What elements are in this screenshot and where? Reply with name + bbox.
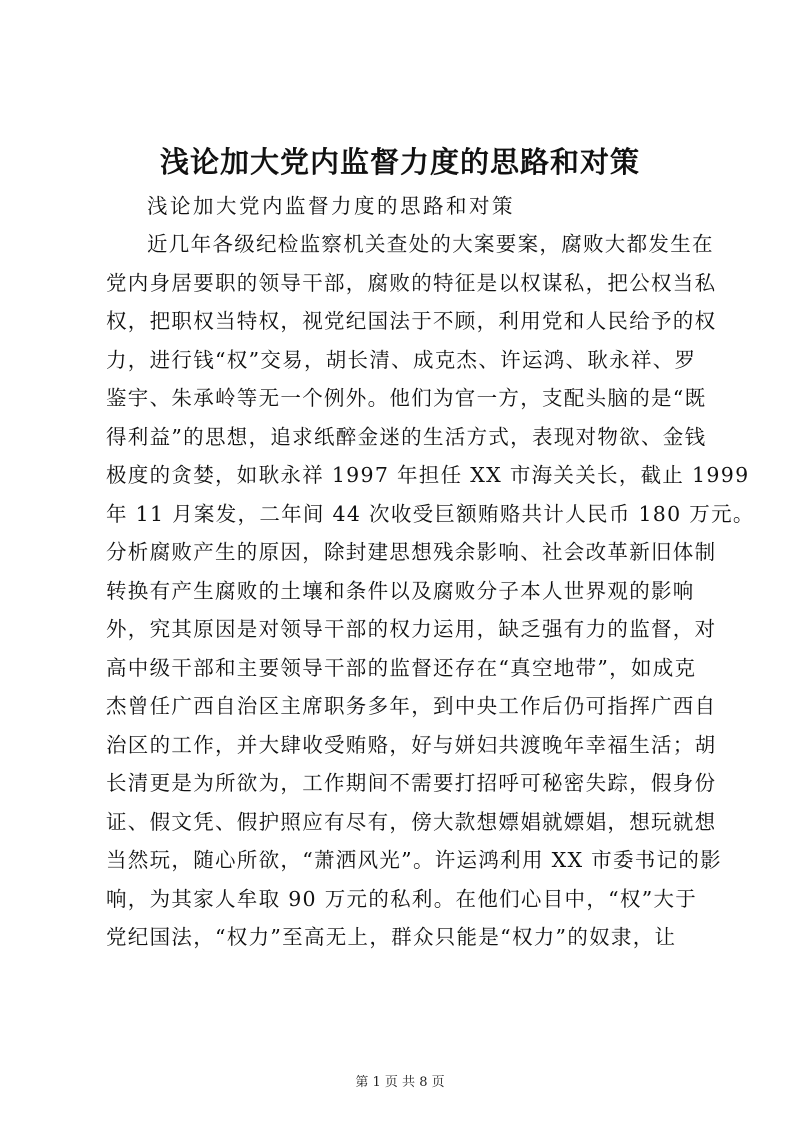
- body-line: 力，进行钱“权”交易，胡长清、成克杰、许运鸿、耿永祥、罗: [106, 347, 697, 372]
- body-line: 党纪国法，“权力”至高无上，群众只能是“权力”的奴隶，让: [106, 925, 677, 949]
- body-line: 分析腐败产生的原因，除封建思想残余影响、社会改革新旧体制: [106, 540, 717, 564]
- body-line: 高中级干部和主要领导干部的监督还存在“真空地带”，如成克: [106, 655, 697, 680]
- body-line: 权，把职权当特权，视党纪国法于不顾，利用党和人民给予的权: [106, 309, 717, 333]
- body-line: 近几年各级纪检监察机关查处的大案要案，腐败大都发生在: [147, 232, 714, 256]
- body-line: 长清更是为所欲为，工作期间不需要打招呼可秘密失踪，假身份: [106, 771, 717, 795]
- body-line: 鉴宇、朱承岭等无一个例外。他们为官一方，支配头脑的是“既: [106, 386, 707, 410]
- body-line: 杰曾任广西自治区主席职务多年，到中央工作后仍可指挥广西自: [106, 694, 717, 718]
- body-paragraph: [106, 225, 755, 957]
- body-line: 党内身居要职的领导干部，腐败的特征是以权谋私，把公权当私: [106, 270, 717, 295]
- body-line: 证、假文凭、假护照应有尽有，傍大款想嫖娼就嫖娼，想玩就想: [106, 809, 717, 834]
- body-line: 响，为其家人牟取 90 万元的私利。在他们心目中，“权”大于: [106, 886, 698, 911]
- body-line: 外，究其原因是对领导干部的权力运用，缺乏强有力的监督，对: [106, 617, 717, 641]
- body-line: 转换有产生腐败的土壤和条件以及腐败分子本人世界观的影响: [106, 578, 695, 603]
- body-line: 年 11 月案发，二年间 44 次收受巨额贿赂共计人民币 180 万元。: [106, 501, 755, 526]
- page-footer: 第 1 页 共 8 页: [355, 1075, 445, 1090]
- body-line: 当然玩，随心所欲，“萧洒风光”。许运鸿利用 XX 市委书记的影: [106, 848, 722, 872]
- body-line: 极度的贪婪，如耿永祥 1997 年担任 XX 市海关关长，截止 1999: [106, 463, 750, 487]
- body-line: 得利益”的思想，追求纸醉金迷的生活方式，表现对物欲、金钱: [106, 424, 707, 449]
- document-title: 浅论加大党内监督力度的思路和对策: [159, 145, 640, 179]
- document-subtitle: 浅论加大党内监督力度的思路和对策: [147, 194, 515, 218]
- body-line: 治区的工作，并大肆收受贿赂，好与姘妇共渡晚年幸福生活；胡: [106, 732, 717, 757]
